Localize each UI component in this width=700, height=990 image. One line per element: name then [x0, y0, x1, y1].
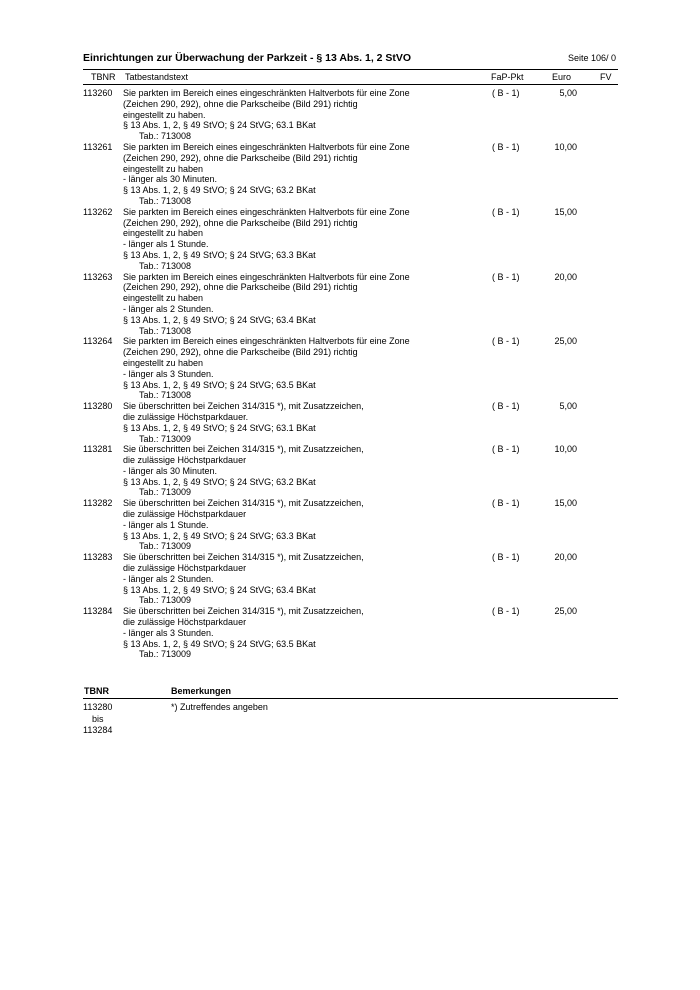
page-title: Einrichtungen zur Überwachung der Parkzeit - § 13 Abs. 1, 2 StVO [83, 52, 412, 64]
remarks-divider [83, 698, 618, 699]
entry-text-line: - länger als 2 Stunden. [123, 573, 214, 584]
entry-text-line: Sie überschritten bei Zeichen 314/315 *), mit Zusatzzeichen, [123, 552, 364, 563]
entry-fap-points: ( B - 1) [492, 206, 520, 217]
entry-text [123, 207, 618, 272]
offense-entry [83, 88, 618, 142]
entry-text-line: eingestellt zu haben. [123, 109, 206, 120]
entry-text-line: die zulässige Höchstparkdauer [123, 563, 247, 574]
entry-tbnr: 113280 [83, 401, 113, 412]
entry-text-line: - länger als 30 Minuten. [123, 465, 218, 476]
entry-text-line: die zulässige Höchstparkdauer [123, 617, 247, 628]
offense-entry [83, 498, 618, 552]
entry-fap-points: ( B - 1) [492, 141, 520, 152]
offense-entry [83, 401, 618, 444]
page-number: Seite 106/ 0 [567, 53, 616, 63]
entry-text-line: Sie parkten im Bereich eines eingeschränkten Haltverbots für eine Zone [123, 141, 410, 152]
entry-text-line: eingestellt zu haben [123, 163, 204, 174]
entry-euro-amount: 20,00 [554, 552, 577, 563]
entry-text-line: (Zeichen 290, 292), ohne die Parkscheibe (Bild 291) richtig [123, 152, 358, 163]
entry-tab-reference: Tab.: 713009 [139, 649, 192, 660]
entry-text-line: § 13 Abs. 1, 2, § 49 StVO; § 24 StVG; 63.1 BKat [123, 120, 316, 131]
entry-euro-amount: 5,00 [559, 88, 577, 98]
entry-tbnr: 113261 [83, 141, 113, 152]
offense-list [83, 88, 618, 660]
entry-text-line: - länger als 1 Stunde. [123, 239, 209, 250]
entry-tab-reference: Tab.: 713008 [139, 131, 192, 142]
entry-text-line: § 13 Abs. 1, 2, § 49 StVO; § 24 StVG; 63.2 BKat [123, 476, 316, 487]
entry-fap-points: ( B - 1) [492, 498, 520, 509]
entry-text-line: - länger als 1 Stunde. [123, 519, 209, 530]
entry-fap-points: ( B - 1) [492, 552, 520, 563]
entry-euro-amount: 15,00 [554, 206, 577, 217]
header-divider [83, 69, 618, 70]
entry-text-line: (Zeichen 290, 292), ohne die Parkscheibe (Bild 291) richtig [123, 347, 358, 358]
entry-text [123, 88, 618, 142]
entry-text-line: die zulässige Höchstparkdauer [123, 455, 247, 466]
entry-tab-reference: Tab.: 713008 [139, 325, 192, 336]
entry-tab-reference: Tab.: 713008 [139, 260, 192, 271]
remark-tbnr-to: 113284 [83, 725, 113, 735]
offense-entry [83, 606, 618, 660]
column-header-euro: Euro [552, 72, 572, 82]
entry-fap-points: ( B - 1) [492, 401, 520, 412]
entry-text-line: die zulässige Höchstparkdauer. [123, 411, 249, 422]
entry-text [123, 272, 618, 337]
entry-text-line: (Zeichen 290, 292), ohne die Parkscheibe (Bild 291) richtig [123, 282, 358, 293]
entry-tbnr: 113264 [83, 336, 113, 347]
column-header-fv: FV [600, 72, 612, 82]
remark-text: *) Zutreffendes angeben [171, 702, 268, 712]
page-header [83, 52, 618, 68]
entry-tab-reference: Tab.: 713009 [139, 595, 192, 606]
remarks-header-text: Bemerkungen [171, 686, 232, 696]
entry-tab-reference: Tab.: 713008 [139, 195, 192, 206]
entry-text-line: eingestellt zu haben [123, 357, 204, 368]
entry-euro-amount: 20,00 [554, 271, 577, 282]
entry-text-line: Sie überschritten bei Zeichen 314/315 *), mit Zusatzzeichen, [123, 444, 364, 455]
entry-text [123, 498, 618, 552]
offense-entry [83, 142, 618, 207]
remark-tbnr-bis: bis [92, 713, 104, 724]
entry-tab-reference: Tab.: 713009 [139, 541, 192, 552]
entry-fap-points: ( B - 1) [492, 336, 520, 347]
entry-text-line: Sie parkten im Bereich eines eingeschränkten Haltverbots für eine Zone [123, 271, 410, 282]
entry-text-line: eingestellt zu haben [123, 293, 204, 304]
entry-text [123, 336, 618, 401]
entry-tbnr: 113283 [83, 552, 113, 563]
entry-euro-amount: 25,00 [554, 336, 577, 347]
entry-fap-points: ( B - 1) [492, 606, 520, 617]
entry-text-line: Sie parkten im Bereich eines eingeschränkten Haltverbots für eine Zone [123, 206, 410, 217]
entry-euro-amount: 10,00 [554, 444, 577, 455]
remark-tbnr-range [83, 702, 112, 737]
entry-tbnr: 113284 [83, 606, 113, 617]
entry-fap-points: ( B - 1) [492, 444, 520, 455]
entry-text-line: § 13 Abs. 1, 2, § 49 StVO; § 24 StVG; 63.4 BKat [123, 584, 316, 595]
entry-text-line: - länger als 2 Stunden. [123, 303, 214, 314]
column-header-fap: FaP-Pkt [491, 72, 524, 82]
entry-euro-amount: 5,00 [559, 401, 577, 412]
entry-text-line: eingestellt zu haben [123, 228, 204, 239]
entry-text-line: § 13 Abs. 1, 2, § 49 StVO; § 24 StVG; 63.5 BKat [123, 638, 316, 649]
entry-text-line: (Zeichen 290, 292), ohne die Parkscheibe (Bild 291) richtig [123, 98, 358, 109]
entry-text-line: Sie überschritten bei Zeichen 314/315 *), mit Zusatzzeichen, [123, 498, 364, 509]
entry-text-line: Sie überschritten bei Zeichen 314/315 *), mit Zusatzzeichen, [123, 401, 364, 412]
entry-text-line: Sie parkten im Bereich eines eingeschränkten Haltverbots für eine Zone [123, 336, 410, 347]
column-header-divider [83, 84, 618, 85]
entry-tab-reference: Tab.: 713008 [139, 390, 192, 401]
offense-entry [83, 444, 618, 498]
entry-text-line: - länger als 30 Minuten. [123, 174, 218, 185]
remarks-header-tbnr: TBNR [84, 686, 109, 696]
entry-tbnr: 113262 [83, 206, 113, 217]
entry-text-line: § 13 Abs. 1, 2, § 49 StVO; § 24 StVG; 63.3 BKat [123, 249, 316, 260]
entry-euro-amount: 10,00 [554, 141, 577, 152]
entry-text [123, 552, 618, 606]
column-header-tbnr: TBNR [91, 72, 116, 82]
offense-entry [83, 272, 618, 337]
entry-text-line: die zulässige Höchstparkdauer [123, 509, 247, 520]
entry-text [123, 142, 618, 207]
entry-text-line: § 13 Abs. 1, 2, § 49 StVO; § 24 StVG; 63.5 BKat [123, 379, 316, 390]
entry-euro-amount: 15,00 [554, 498, 577, 509]
entry-text-line: § 13 Abs. 1, 2, § 49 StVO; § 24 StVG; 63.1 BKat [123, 422, 316, 433]
entry-text-line: Sie überschritten bei Zeichen 314/315 *), mit Zusatzzeichen, [123, 606, 364, 617]
remark-tbnr-from: 113280 [83, 702, 113, 712]
entry-text-line: § 13 Abs. 1, 2, § 49 StVO; § 24 StVG; 63.4 BKat [123, 314, 316, 325]
entry-tbnr: 113260 [83, 88, 113, 98]
entry-text-line: § 13 Abs. 1, 2, § 49 StVO; § 24 StVG; 63.2 BKat [123, 185, 316, 196]
entry-text-line: - länger als 3 Stunden. [123, 627, 214, 638]
entry-text [123, 401, 618, 444]
offense-entry [83, 207, 618, 272]
entry-text-line: - länger als 3 Stunden. [123, 368, 214, 379]
entry-fap-points: ( B - 1) [492, 271, 520, 282]
offense-entry [83, 552, 618, 606]
entry-tbnr: 113263 [83, 271, 113, 282]
entry-tbnr: 113282 [83, 498, 113, 509]
entry-text-line: Sie parkten im Bereich eines eingeschränkten Haltverbots für eine Zone [123, 88, 410, 98]
entry-tab-reference: Tab.: 713009 [139, 433, 192, 444]
column-header-text: Tatbestandstext [125, 72, 189, 82]
entry-text-line: (Zeichen 290, 292), ohne die Parkscheibe (Bild 291) richtig [123, 217, 358, 228]
entry-tab-reference: Tab.: 713009 [139, 487, 192, 498]
entry-text [123, 444, 618, 498]
entry-text-line: § 13 Abs. 1, 2, § 49 StVO; § 24 StVG; 63.3 BKat [123, 530, 316, 541]
entry-fap-points: ( B - 1) [492, 88, 520, 98]
entry-euro-amount: 25,00 [554, 606, 577, 617]
entry-text [123, 606, 618, 660]
offense-entry [83, 336, 618, 401]
entry-tbnr: 113281 [83, 444, 113, 455]
